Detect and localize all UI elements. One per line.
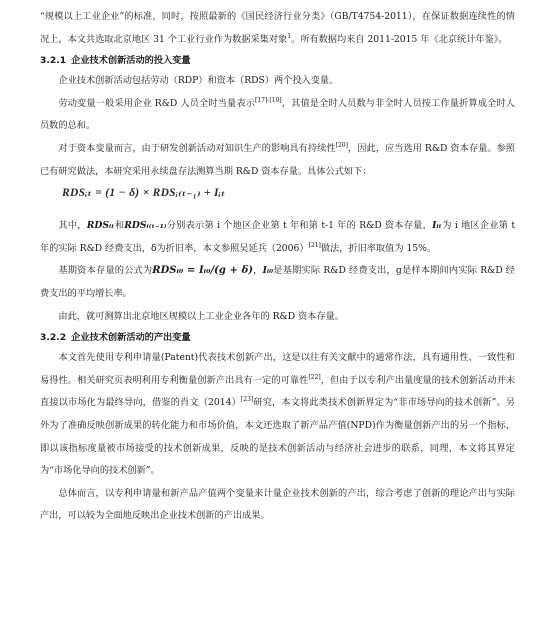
section-heading-3-2-1	[40, 51, 515, 70]
math-symbol: RDSᵢ₍ₜ₋₁₎	[124, 220, 167, 232]
intro-paragraph: “规模以上工业企业”的标准，同时，按照最新的《国民经济行业分类》（GB/T4754-2011），在保证数据连续性的情况上，本文共选取北京地区 31 个工业行业作为数据采集对象$^1$。所有数据均来自 2011-2015 年《北京统计年鉴》。	[40, 11, 515, 45]
perpetual-inventory-formula: RDSᵢₜ = (1 − δ) × RDSᵢ₍ₜ₋₁₎ + Iᵢₜ	[62, 187, 226, 200]
inline-equation: RDSᵢ₀ = Iᵢ₀/(g + δ)	[152, 265, 253, 277]
math-symbol: Iᵢ₀	[262, 265, 274, 277]
math-symbol: Iᵢₜ	[432, 220, 442, 232]
section-number: 3.2.2	[40, 332, 67, 344]
citation-ref: [20]	[335, 141, 348, 149]
base-period-paragraph: 基期资本存量的公式为RDSᵢ₀ = Iᵢ₀/(g + δ)，Iᵢ₀是基期实际 R&D 经费支出，g是样本期间内实际 R&D 经费支出的平均增长率。	[40, 265, 515, 299]
section-number: 3.2.1	[40, 55, 67, 67]
formula-explanation-paragraph: 其中，RDSᵢₜ和RDSᵢ₍ₜ₋₁₎分别表示第 i 个地区企业第 t 年和第 t-1 年的 R&D 资本存量，Iᵢₜ为 i 地区企业第 t 年的实际 R&D 经费支出，δ为折旧率，本文参照吴延兵（2006）[21]做法，折旧率取值为 15%。	[40, 220, 516, 254]
labor-variable-paragraph: 劳动变量一般采用企业 R&D 人员全时当量表示[17]-[19]，其值是全时人员数与非全时人员按工作量折算成全时人员数的总和。	[40, 96, 515, 132]
citation-ref: [23]	[240, 396, 254, 404]
section-heading-3-2-2	[40, 328, 515, 347]
math-symbol: RDSᵢₜ	[86, 220, 115, 232]
footnote-marker: 1	[287, 32, 292, 40]
citation-ref: [22]	[308, 373, 321, 381]
citation-ref: [21]	[308, 241, 321, 249]
summary-paragraph: 总体而言，以专利申请量和新产品产值两个变量来计量企业技术创新的产出，综合考虑了创新的理论产出与实际产出，可以较为全面地反映出企业技术创新的产出成果。	[40, 487, 515, 522]
section-title: 企业技术创新活动的产出变量	[71, 332, 191, 344]
output-variables-paragraph: 本文首先使用专利申请量(Patent)代表技术创新产出，这是以往有关文献中的通常作法，具有通用性、一致性和易得性。相关研究页表明利用专利衡量创新产出具有一定的可靠性[22]，但由于以专利产出量度量的技术创新活动并未直接以市场化为最终导向，借鉴的肖文（2014）[23]研究，本文将此类技术创新界定为“非市场导向的技术创新”。另外为了准确反映创新成果的转化能力和市场价值，本文还选取了新产品产值(NPD)作为衡量创新产出的另一个指标，即以该指标度量被市场接受的技术创新成果，反映的是技术创新活动与经济社会进步的联系，同理，本文将其界定为“市场化导向的技术创新”。	[40, 352, 516, 477]
derivation-paragraph: 由此，就可测算出北京地区规模以上工业企业各年的 R&D 资本存量。	[58, 310, 344, 322]
section-title: 企业技术创新活动的投入变量	[71, 55, 191, 67]
input-variables-paragraph: 企业技术创新活动包括劳动（RDP）和资本（RDS）两个投入变量。	[58, 75, 339, 87]
citation-ref: [17]-[19]	[254, 96, 282, 104]
capital-variable-paragraph: 对于资本变量而言，由于研发创新活动对知识生产的影响具有持续性[20]，因此，应当选用 R&D 资本存量。参照已有研究做法，本研究采用永续盘存法测算当期 R&D 资本存量。具体公式如下：	[40, 141, 515, 177]
